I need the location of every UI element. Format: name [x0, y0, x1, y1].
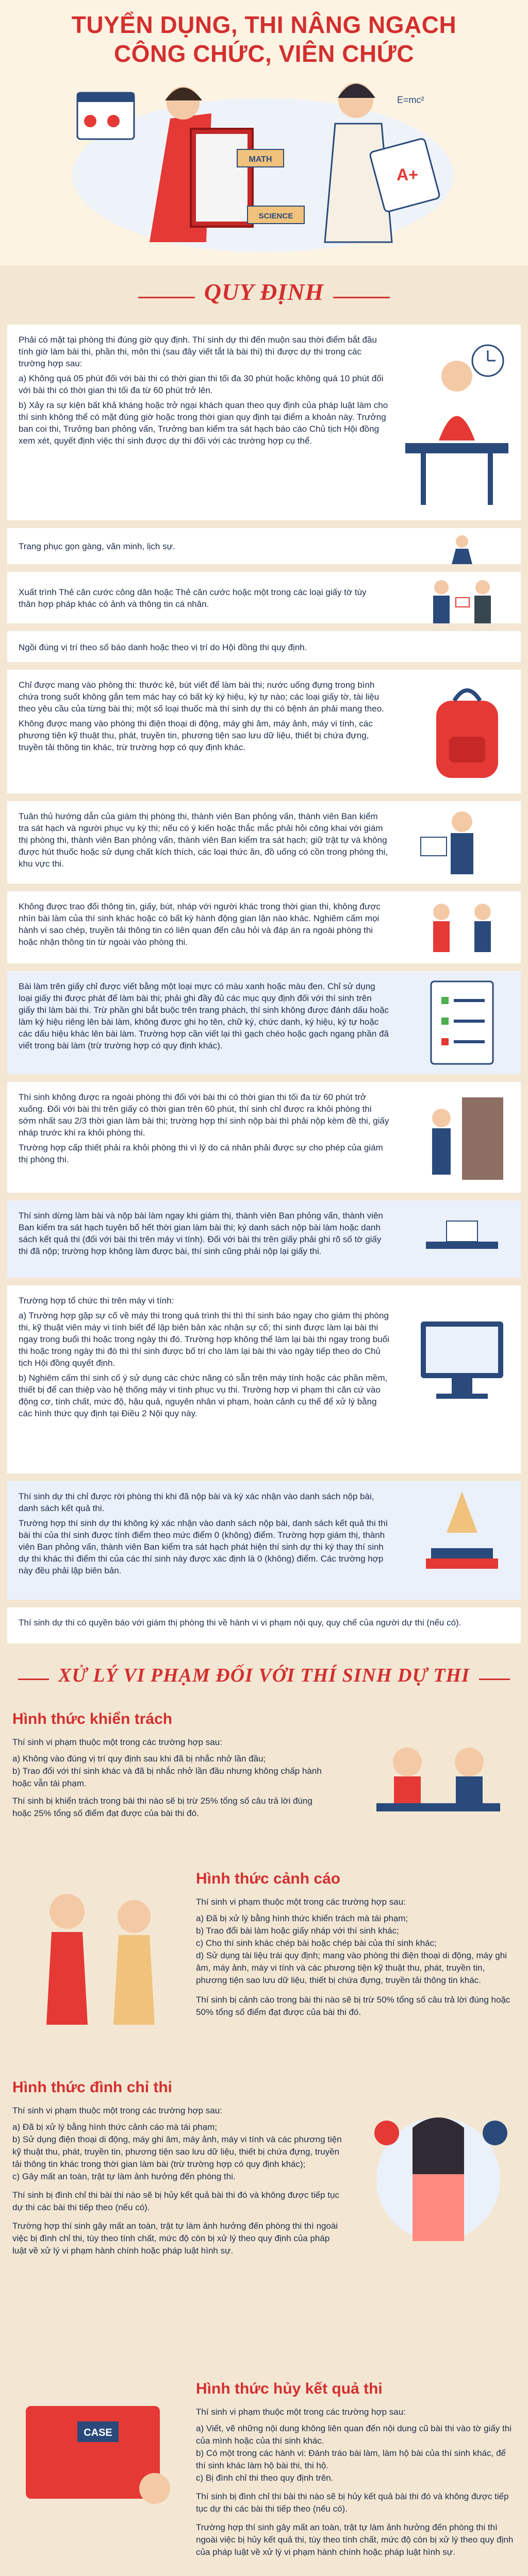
rocket-books-illustration: [410, 1486, 514, 1595]
rule-text: Tuân thủ hướng dẫn của giám thị phòng thi, thành viên Ban phỏng vấn, thành viên Ban kiểm tra sát hạch và người phục vụ kỳ thi; nếu có ý kiến hoặc thắc mắc phải hỏi công khai với giám thị phòng thi, thành viên Ban phỏng vấn, thành viên Ban kiểm tra sát hạch; giữ trật tự và không được hút thuốc hoặc sử dụng chất kích thích, các loại thức ăn, đồ uống có cồn trong phòng thi, khu vực thi.: [19, 811, 388, 869]
students-illustration: [410, 896, 514, 958]
rule-text: Chỉ được mang vào phòng thi: thước kẻ, bút viết để làm bài thi; nước uống đựng trong bình chứa trong suốt không gắn tem mác hay có bất kỳ ký hiệu, ký tự nào; các loại giấy tờ, tài liệu theo yêu cầu của từng bài thi; một số loại thuốc mà thí sinh dự thi có bệnh án phải mang theo.: [19, 680, 384, 714]
canh-cao-title: Hình thức cảnh cáo: [196, 1870, 341, 1887]
rule-text: Trang phục gọn gàng, văn minh, lịch sự.: [19, 541, 175, 551]
section-banner-xu-ly: [0, 1664, 528, 1687]
id-check-illustration: [410, 577, 514, 623]
header-illustration: [67, 72, 461, 258]
meeting-illustration: [356, 1721, 521, 1855]
dinh-chi-block: [12, 2105, 342, 2257]
divider: [18, 1679, 49, 1680]
section-banner-quy-dinh: [0, 278, 528, 306]
rule-card-6: [7, 801, 521, 884]
student-desk-illustration: [400, 330, 514, 510]
dinh-chi-intro: Thí sinh vi phạm thuộc một trong các trường hợp sau:: [12, 2106, 222, 2115]
canh-cao-item: c) Cho thí sinh khác chép bài hoặc chép bài của thí sinh khác;: [196, 1938, 437, 1948]
dinh-chi-item: c) Gây mất an toàn, trật tự làm ảnh hưởng đến phòng thi.: [12, 2172, 236, 2181]
section-title: XỬ LÝ VI PHẠM ĐỐI VỚI THÍ SINH DỰ THI: [58, 1665, 470, 1686]
khien-trach-item: b) Trao đổi với thí sinh khác và đã bị nhắc nhở lần đầu nhưng không chấp hành hoặc vẫn tái phạm.: [12, 1766, 322, 1788]
rule-card-4: [7, 631, 521, 662]
rule-text: Trường hợp tổ chức thi trên máy vi tính:: [19, 1296, 174, 1306]
formula-label: E=mc²: [397, 95, 424, 105]
rule-card-10: [7, 1200, 521, 1278]
rule-text: Thí sinh không được ra ngoài phòng thi đối với bài thi có thời gian thi tối đa từ 60 phút trở xuống. Đối với bài thi trên giấy có thời gian trên 60 phút, thí sinh chỉ được ra khỏi phòng thi sớm nhất sau 2/3 thời gian làm bài thi; trường hợp thí sinh nộp bài thì phải nộp kèm đề thi, giấy nháp trước khi ra khỏi phòng thi.: [19, 1092, 389, 1138]
khien-trach-item: a) Không vào đúng vị trí quy định sau khi đã bị nhắc nhở lần đầu;: [12, 1754, 266, 1764]
rule-text: Bài làm trên giấy chỉ được viết bằng một loại mực có màu xanh hoặc màu đen. Chỉ sử dụng loại giấy thi được phát để làm bài thi; phải ghi đầy đủ các mục quy định đối với thí sinh trên giấy thi làm bài thi. Trừ phần ghi bắt buộc trên trang phách, thí sinh không được đánh dấu hoặc làm ký hiệu riêng lên bài làm, không được ghi họ tên, chữ ký, chức danh, ký hiệu, ký tự hoặc các dấu hiệu khác lên bài làm. Trường hợp cần viết lại thì gạch chéo hoặc gạch ngang phần đã viết trong bài làm (trừ trường hợp có quy định khác).: [19, 981, 389, 1050]
science-label: SCIENCE: [258, 212, 293, 221]
case-label: CASE: [84, 2427, 112, 2438]
divider: [333, 297, 390, 298]
teacher-illustration: [410, 806, 514, 878]
huy-ket-qua-intro: Thí sinh vi phạm thuộc một trong các trường hợp sau:: [196, 2407, 406, 2417]
math-label: MATH: [249, 155, 272, 164]
rule-card-7: [7, 891, 521, 963]
title-line-1: TUYỂN DỤNG, THI NÂNG NGẠCH: [71, 11, 457, 38]
huy-ket-qua-item: c) Bị đình chỉ thi theo quy định trên.: [196, 2473, 334, 2483]
khien-trach-note: Thí sinh bị khiển trách trong bài thi nào sẽ bị trừ 25% tổng số câu trả lời đúng hoặc 25% tổng số điểm đạt được của bài thi đó.: [12, 1796, 312, 1818]
dinh-chi-note: Thí sinh bị đình chỉ thi bài thi nào sẽ bị hủy kết quả bài thi đó và không được tiếp tục dự thi các bài thi tiếp theo (nếu có).: [12, 2190, 339, 2212]
canh-cao-intro: Thí sinh vi phạm thuộc một trong các trường hợp sau:: [196, 1897, 406, 1907]
rule-card-8: [7, 971, 521, 1074]
rule-text: Không được mang vào phòng thi điện thoại di động, máy ghi âm, máy ảnh, máy vi tính, các phương tiện kỹ thuật thu, phát, truyền tin, phương tiện sao lưu dữ liệu, thiết bị chứa đựng, truyền tải thông tin khác, trừ trường hợp có quy định khác.: [19, 719, 373, 752]
huy-ket-qua-title: Hình thức hủy kết quả thi: [196, 2380, 383, 2397]
rule-text: Thí sinh dừng làm bài và nộp bài làm ngay khi giám thị, thành viên Ban phỏng vấn, thành viên Ban kiểm tra sát hạch tuyên bố hết thời gian làm bài thi; ký danh sách nộp bài làm hoặc danh sách kết quả thi (đối với bài thi trên máy vi tính). Đối với bài thi trên giấy phải ghi rõ số tờ giấy thi đã nộp; trường hợp không làm được bài, thí sinh cũng phải nộp lại giấy thi.: [19, 1211, 383, 1256]
grade-label: A+: [397, 165, 418, 184]
rule-card-1: [7, 325, 521, 520]
submit-paper-illustration: [410, 1206, 514, 1273]
exit-illustration: [410, 1087, 514, 1185]
section-title: QUY ĐỊNH: [204, 279, 324, 305]
dinh-chi-item: a) Đã bị xử lý bằng hình thức cảnh cáo mà tái phạm;: [12, 2122, 217, 2132]
huy-ket-qua-block: [196, 2406, 516, 2558]
huy-ket-qua-note: Thí sinh bị đình chỉ thi bài thi nào sẽ bị hủy kết quả bài thi đó và không được tiếp tục dự thi các bài thi tiếp theo (nếu có).: [196, 2492, 509, 2514]
rule-card-13: [7, 1607, 521, 1643]
huy-ket-qua-item: a) Viết, vẽ những nội dung không liên quan đến nội dung cũ bài thi vào tờ giấy thi của mình hoặc của thí sinh khác.: [196, 2424, 512, 2446]
rule-text: Thí sinh dự thi có quyền báo với giám thị phòng thi về hành vi vi phạm nội quy, quy chế của người dự thi (nếu có).: [19, 1618, 461, 1628]
stop-gesture-illustration: [356, 2102, 521, 2257]
dinh-chi-title: Hình thức đình chỉ thi: [12, 2079, 173, 2096]
rule-card-3: [7, 572, 521, 623]
rule-card-12: [7, 1481, 521, 1600]
checklist-icon: [410, 976, 514, 1069]
rule-card-11: [7, 1285, 521, 1473]
dinh-chi-note: Trường hợp thí sinh gây mất an toàn, trật tự làm ảnh hưởng đến phòng thi thì ngoài việc bị đình chỉ thi, tùy theo tính chất, mức độ còn bị xử lý theo quy định của pháp luật về xử lý vi phạm hành chính hoặc pháp luật hình sự.: [12, 2221, 338, 2256]
khien-trach-title: Hình thức khiển trách: [12, 1710, 173, 1727]
warning-teacher-illustration: [15, 1875, 186, 2030]
canh-cao-item: d) Sử dụng tài liệu trái quy định; mang vào phòng thi điện thoại di động, máy ghi âm, máy ảnh, máy vi tính và các phương tiện kỹ thuật thu, phát, truyền tin, phương tiện sao lưu dữ liệu, thiết bị chứa đựng, truyền tải thông tin khác.: [196, 1951, 507, 1985]
header: [0, 0, 528, 265]
divider: [479, 1679, 510, 1680]
rule-card-5: [7, 670, 521, 793]
rule-text: Không được trao đổi thông tin, giấy, bút, nháp với người khác trong thời gian thi, không được nhìn bài làm của thí sinh khác hoặc có bất kỳ hành động gian lận nào khác. Nghiêm cấm mọi hành vi sao chép, truyền tải thông tin có liên quan đến câu hỏi và đáp án ra ngoài phòng thi hoặc nhận thông tin từ ngoài vào phòng thi.: [19, 902, 381, 947]
rule-text: a) Không quá 05 phút đối với bài thi có thời gian thi tối đa 30 phút hoặc không quá 10 phút đối với bài thi có thời gian thi tối đa từ 60 phút trở lên.: [19, 374, 384, 395]
case-board-illustration: [15, 2385, 180, 2530]
page-title: [0, 10, 528, 68]
canh-cao-item: a) Đã bị xử lý bằng hình thức khiển trách mà tái phạm;: [196, 1913, 408, 1923]
computer-illustration: [410, 1291, 514, 1445]
canh-cao-item: b) Trao đổi bài làm hoặc giấy nháp với thí sinh khác;: [196, 1926, 399, 1936]
canh-cao-block: [196, 1896, 516, 2019]
rule-text: Ngồi đúng vị trí theo số báo danh hoặc theo vị trí do Hội đồng thi quy định.: [19, 642, 307, 652]
khien-trach-block: [12, 1736, 332, 1820]
divider: [138, 297, 195, 298]
rule-card-9: [7, 1082, 521, 1193]
title-line-2: CÔNG CHỨC, VIÊN CHỨC: [113, 40, 415, 67]
rule-text: b) Xảy ra sự kiện bất khả kháng hoặc trở ngại khách quan theo quy định của pháp luật làm cho thí sinh không thể có mặt đúng giờ hoặc trong thời gian quy định tại điểm a khoản này. Trưởng ban coi thi, Trưởng ban phỏng vấn, Trưởng ban kiểm tra sát hạch báo cáo Chủ tịch Hội đồng xem xét, quyết định việc thí sinh được dự thi đối với các trường hợp cụ thể.: [19, 400, 388, 446]
backpack-icon: [421, 680, 514, 783]
khien-trach-intro: Thí sinh vi phạm thuộc một trong các trường hợp sau:: [12, 1737, 222, 1747]
canh-cao-note: Thí sinh bị cảnh cáo trong bài thi nào sẽ bị trừ 50% tổng số câu trả lời đúng hoặc 50% tổng số điểm đạt được của bài thi đó.: [196, 1995, 510, 2017]
rule-text: a) Trường hợp gặp sự cố về máy thi trong quá trình thi thì thí sinh báo ngay cho giám thị phòng thi, kỹ thuật viên máy vi tính biết để lập biên bản xác nhận sự cố; thí sinh được làm lại bài thi ngay trong buổi thi hoặc trong ngày thi đó. Trường hợp không thể làm lại bài thi ngay trong buổi thi hoặc trong ngày thi đó thì thí sinh được bố trí cho làm lại bài thi vào ngày tiếp theo do Chủ tịch Hội đồng quyết định.: [19, 1311, 389, 1368]
dress-illustration: [410, 533, 514, 564]
rule-text: Xuất trình Thẻ căn cước công dân hoặc Thẻ căn cước hoặc một trong các loại giấy tờ tùy thân hợp pháp khác có ảnh và thông tin cá nhân.: [19, 587, 367, 609]
rule-text: Phải có mặt tại phòng thi đúng giờ quy định. Thí sinh dự thi đến muộn sau thời điểm bắt đầu tính giờ làm bài thi, phần thi, môn thi (sau đây viết tắt là bài thi) thì được dự thi trong các trường hợp sau:: [19, 335, 377, 368]
rule-card-2: [7, 528, 521, 564]
dinh-chi-item: b) Sử dụng điện thoại di động, máy ghi âm, máy ảnh, máy vi tính và các phương tiện kỹ thuật thu, phát, truyền tin, phương tiện sao lưu dữ liệu, thiết bị chứa đựng, truyền tải thông tin khác trong thời gian làm bài (trừ trường hợp có quy định khác);: [12, 2134, 342, 2169]
rule-text: b) Nghiêm cấm thí sinh cố ý sử dụng các chức năng có sẵn trên máy tính hoặc các phần mềm, thiết bị để can thiệp vào hệ thống máy vi tính phục vụ thi. Trường hợp vi phạm thì căn cứ vào động cơ, tính chất, mức độ, hậu quả, nguyên nhân vi phạm, hoàn cảnh cụ thể để xử lý bằng các hình thức quy định tại Điều 2 Nội quy này.: [19, 1373, 388, 1418]
huy-ket-qua-note: Trường hợp thí sinh gây mất an toàn, trật tự làm ảnh hưởng đến phòng thi thì ngoài việc bị hủy kết quả thi, tùy theo tính chất, mức độ còn bị xử lý theo quy định của pháp luật về xử lý vi phạm hành chính hoặc pháp luật hình sự.: [196, 2522, 514, 2557]
huy-ket-qua-item: b) Có một trong các hành vi: Đánh tráo bài làm, làm hộ bài của thí sinh khác, để thí sinh khác làm hộ bài thi, thi hộ.: [196, 2448, 506, 2470]
rule-text: Thí sinh dự thi chỉ được rời phòng thi khi đã nộp bài và ký xác nhận vào danh sách nộp bài, danh sách kết quả thi.: [19, 1492, 374, 1513]
rule-text: Trường hợp cấp thiết phải ra khỏi phòng thi vì lý do cá nhân phải được sự cho phép của giám thị phòng thi.: [19, 1143, 383, 1164]
rule-text: Trường hợp thí sinh dự thi không ký xác nhận vào danh sách nộp bài, danh sách kết quả thi thì bài thi của thí sinh được tính điểm theo mức điểm 0 (không) điểm. Trường hợp giám thị, thành viên Ban phỏng vấn, thành viên Ban kiểm tra sát hạch phát hiện thí sinh dự thi ký thay thí sinh dự thi khác thì điểm thi của các thí sinh này được xác định là 0 (không) điểm. Các trường hợp này đều phải lập biên bản.: [19, 1518, 388, 1575]
